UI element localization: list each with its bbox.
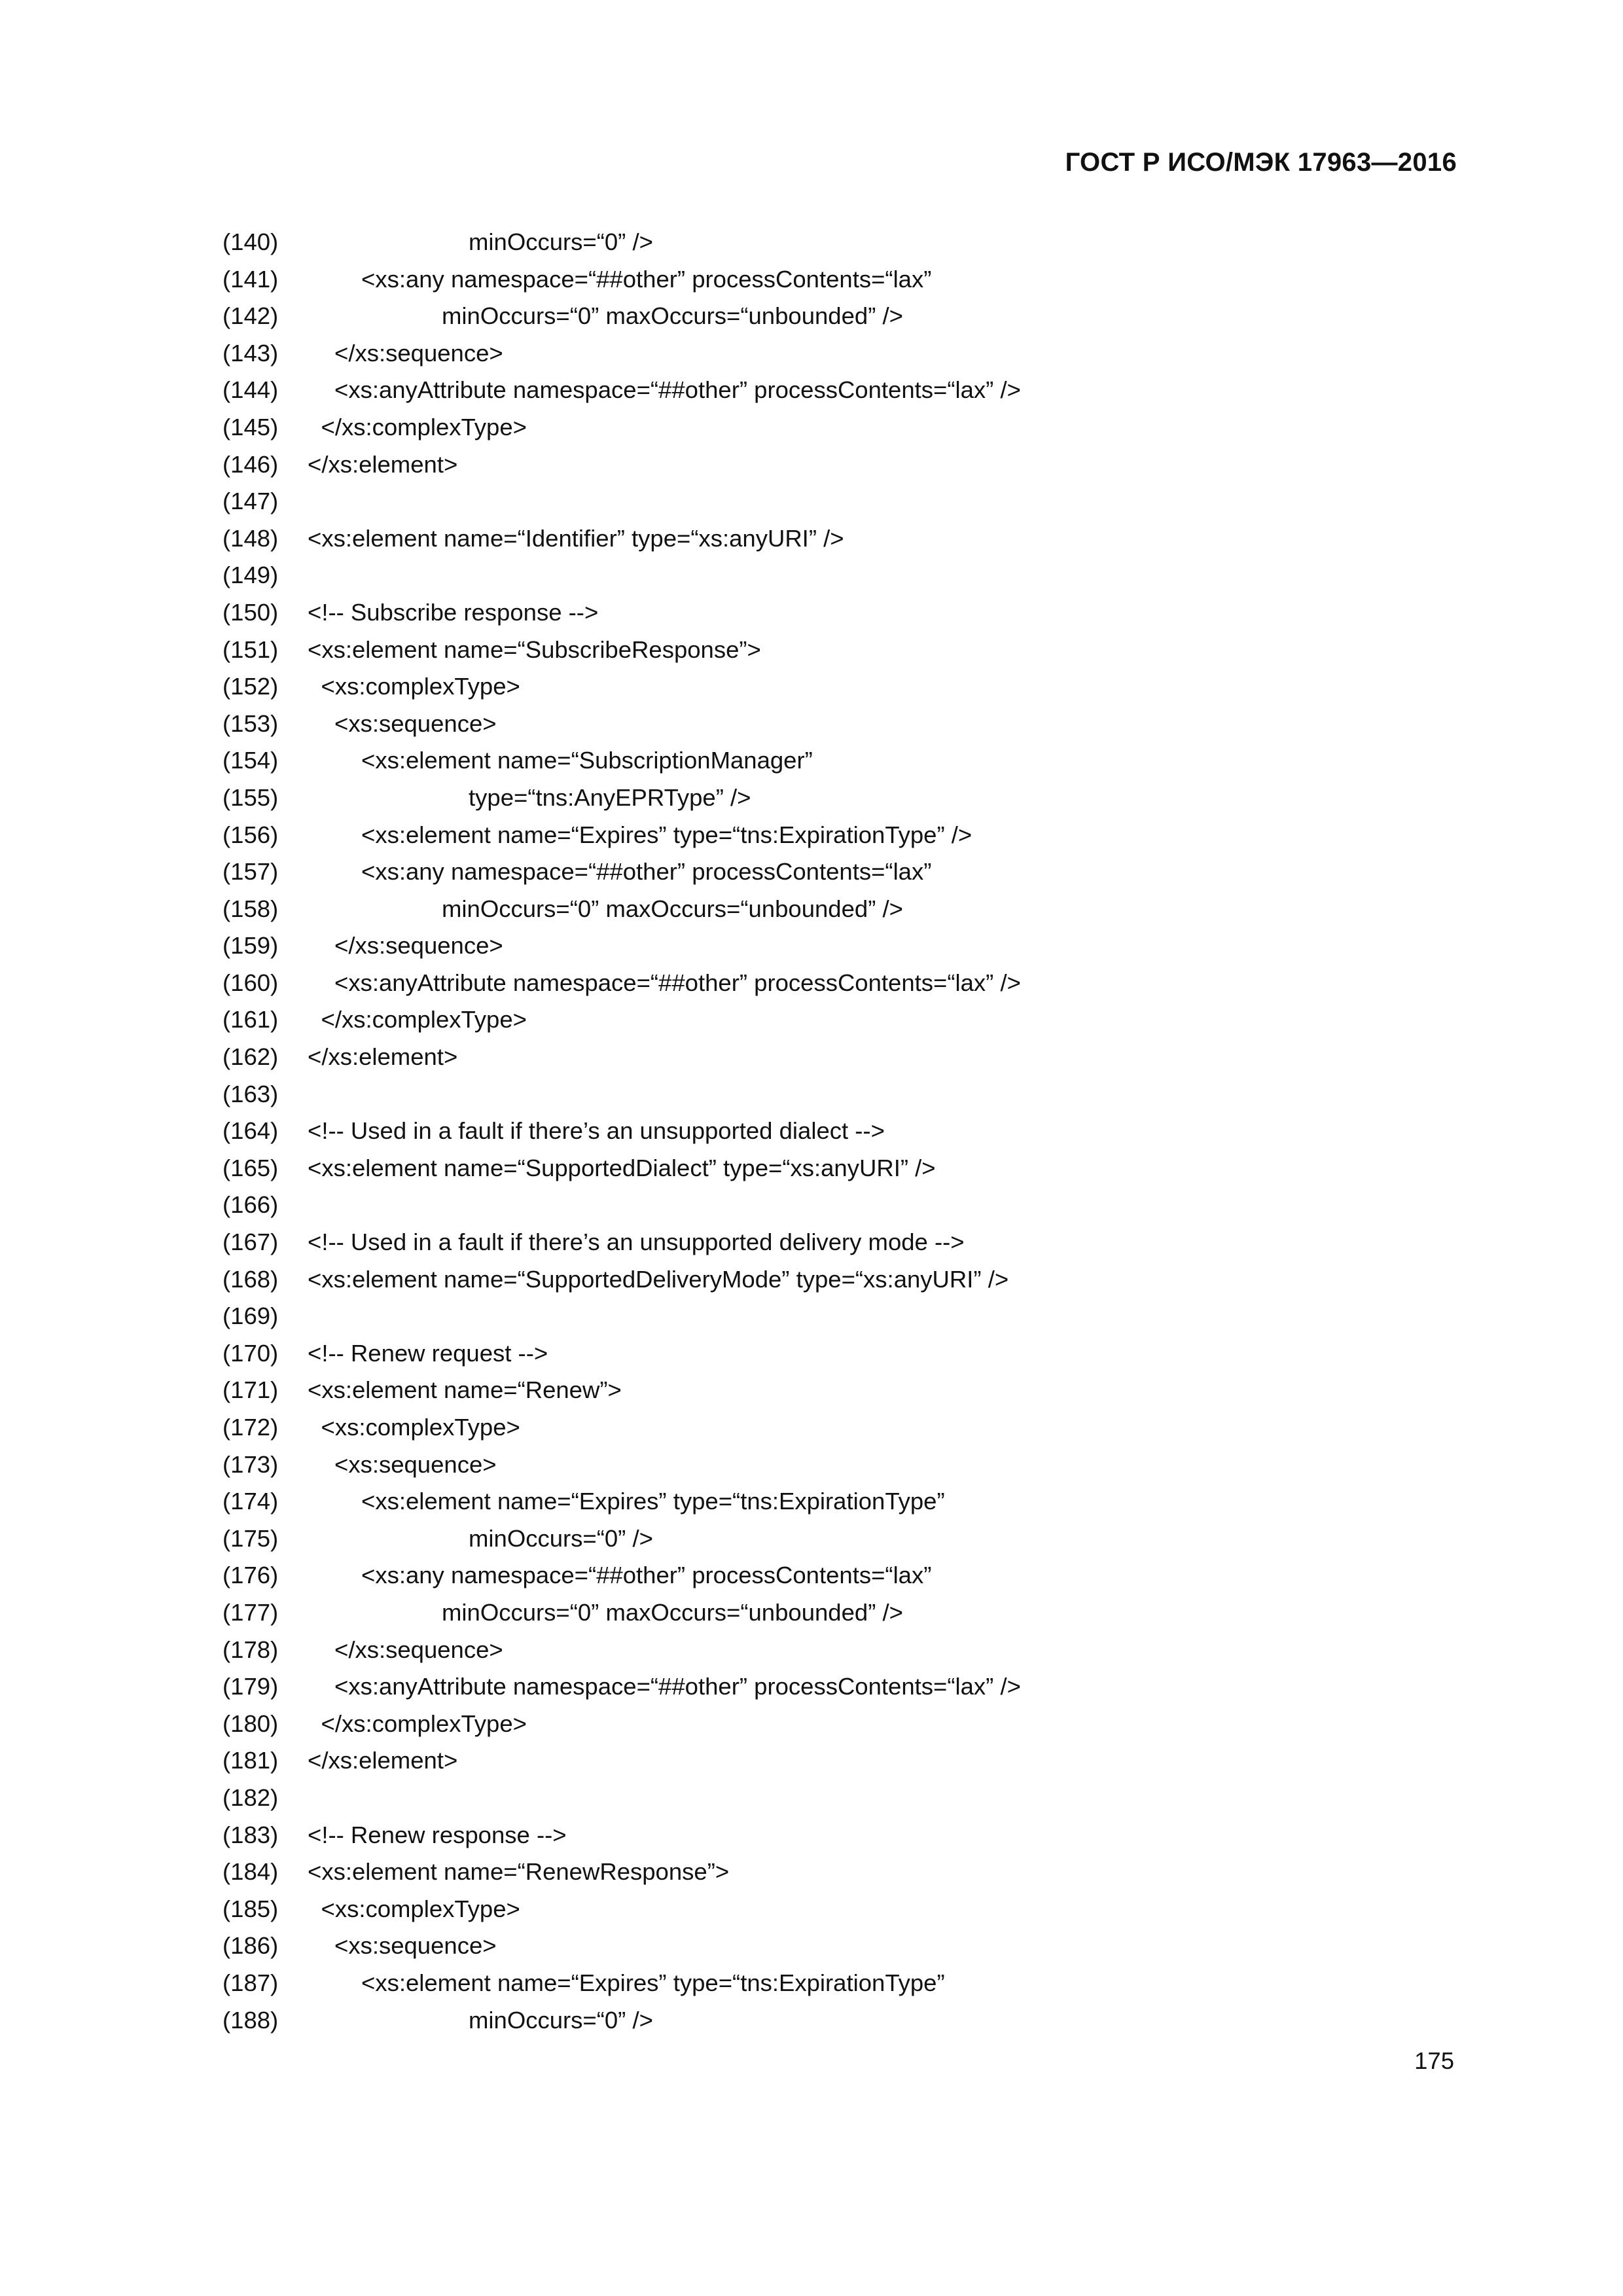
code-line xyxy=(223,1817,1466,1854)
code-text: minOccurs=“0” /> xyxy=(469,2006,653,2034)
code-line xyxy=(223,2002,1466,2039)
line-number: (168) xyxy=(223,1265,279,1293)
line-number: (146) xyxy=(223,450,279,478)
code-text: <xs:anyAttribute namespace=“##other” processContents=“lax” /> xyxy=(334,1673,1021,1700)
code-text: <xs:element name=“SubscriptionManager” xyxy=(361,747,813,774)
code-line xyxy=(223,1706,1466,1743)
code-text: <xs:any namespace=“##other” processContents=“lax” xyxy=(361,1562,932,1589)
line-number: (156) xyxy=(223,821,279,848)
code-text: <xs:any namespace=“##other” processContents=“lax” xyxy=(361,265,932,293)
code-line xyxy=(223,1187,1466,1224)
code-line xyxy=(223,261,1466,298)
code-text: <xs:element name=“SubscribeResponse”> xyxy=(308,636,761,663)
line-number: (147) xyxy=(223,488,279,515)
line-number: (141) xyxy=(223,265,279,293)
line-number: (169) xyxy=(223,1302,279,1330)
code-line xyxy=(223,1076,1466,1113)
document-header: ГОСТ Р ИСО/МЭК 17963—2016 xyxy=(1065,148,1457,177)
line-number: (173) xyxy=(223,1450,279,1478)
code-line xyxy=(223,1446,1466,1484)
code-line xyxy=(223,520,1466,558)
page-number: 175 xyxy=(1414,2047,1454,2074)
code-text: minOccurs=“0” maxOccurs=“unbounded” /> xyxy=(442,302,903,330)
code-text: minOccurs=“0” /> xyxy=(469,1524,653,1552)
code-line xyxy=(223,1372,1466,1409)
code-text: <xs:sequence> xyxy=(334,709,497,737)
code-line xyxy=(223,1335,1466,1372)
code-line xyxy=(223,965,1466,1002)
code-line xyxy=(223,891,1466,928)
code-text: <!-- Subscribe response --> xyxy=(308,598,599,626)
code-text: minOccurs=“0” /> xyxy=(469,228,653,255)
line-number: (187) xyxy=(223,1969,279,1996)
code-text: type=“tns:AnyEPRType” /> xyxy=(469,783,751,811)
code-line xyxy=(223,1520,1466,1558)
line-number: (177) xyxy=(223,1598,279,1626)
line-number: (151) xyxy=(223,636,279,663)
line-number: (148) xyxy=(223,524,279,552)
code-line xyxy=(223,706,1466,743)
line-number: (181) xyxy=(223,1747,279,1774)
line-number: (144) xyxy=(223,376,279,404)
line-number: (142) xyxy=(223,302,279,330)
code-text: </xs:sequence> xyxy=(334,932,503,960)
code-text: <xs:sequence> xyxy=(334,1450,497,1478)
line-number: (158) xyxy=(223,895,279,922)
line-number: (172) xyxy=(223,1414,279,1441)
code-text: </xs:element> xyxy=(308,1043,458,1071)
code-line xyxy=(223,1298,1466,1335)
code-text: </xs:sequence> xyxy=(334,339,503,367)
line-number: (180) xyxy=(223,1710,279,1737)
code-text: <xs:any namespace=“##other” processContents=“lax” xyxy=(361,858,932,886)
line-number: (150) xyxy=(223,598,279,626)
code-line xyxy=(223,780,1466,817)
code-line xyxy=(223,1780,1466,1817)
line-number: (164) xyxy=(223,1117,279,1145)
code-text: </xs:complexType> xyxy=(321,413,527,440)
line-number: (170) xyxy=(223,1339,279,1367)
line-number: (140) xyxy=(223,228,279,255)
code-line xyxy=(223,1928,1466,1965)
code-line xyxy=(223,483,1466,520)
code-line xyxy=(223,1594,1466,1632)
line-number: (159) xyxy=(223,932,279,960)
code-text: <xs:anyAttribute namespace=“##other” processContents=“lax” /> xyxy=(334,969,1021,996)
line-number: (183) xyxy=(223,1821,279,1848)
code-text: <xs:element name=“Expires” type=“tns:ExpirationType” /> xyxy=(361,821,972,848)
line-number: (153) xyxy=(223,709,279,737)
line-number: (188) xyxy=(223,2006,279,2034)
code-text: <xs:sequence> xyxy=(334,1932,497,1960)
code-line xyxy=(223,557,1466,594)
code-text: <xs:element name=“Expires” type=“tns:ExpirationType” xyxy=(361,1488,945,1515)
code-text: minOccurs=“0” maxOccurs=“unbounded” /> xyxy=(442,895,903,922)
code-listing xyxy=(223,224,1466,2039)
line-number: (161) xyxy=(223,1006,279,1033)
code-line xyxy=(223,1557,1466,1594)
code-line xyxy=(223,1965,1466,2002)
code-line xyxy=(223,853,1466,891)
code-line xyxy=(223,1854,1466,1891)
line-number: (162) xyxy=(223,1043,279,1071)
line-number: (160) xyxy=(223,969,279,996)
code-line xyxy=(223,632,1466,669)
line-number: (186) xyxy=(223,1932,279,1960)
code-text: </xs:complexType> xyxy=(321,1710,527,1737)
code-line xyxy=(223,817,1466,854)
line-number: (167) xyxy=(223,1229,279,1256)
line-number: (163) xyxy=(223,1080,279,1107)
line-number: (152) xyxy=(223,673,279,700)
code-text: <xs:anyAttribute namespace=“##other” processContents=“lax” /> xyxy=(334,376,1021,404)
line-number: (171) xyxy=(223,1376,279,1404)
code-line xyxy=(223,372,1466,409)
code-line xyxy=(223,1409,1466,1446)
code-line xyxy=(223,1632,1466,1669)
code-line xyxy=(223,298,1466,335)
line-number: (176) xyxy=(223,1562,279,1589)
code-line xyxy=(223,1113,1466,1150)
code-text: <xs:complexType> xyxy=(321,1414,520,1441)
code-text: <!-- Used in a fault if there’s an unsupported delivery mode --> xyxy=(308,1229,965,1256)
code-text: <xs:element name=“Renew”> xyxy=(308,1376,622,1404)
code-line xyxy=(223,224,1466,261)
code-line xyxy=(223,409,1466,446)
line-number: (155) xyxy=(223,783,279,811)
code-line xyxy=(223,1742,1466,1780)
code-line xyxy=(223,1001,1466,1039)
code-line xyxy=(223,668,1466,706)
code-text: <!-- Renew request --> xyxy=(308,1339,548,1367)
code-line xyxy=(223,1668,1466,1706)
code-text: </xs:complexType> xyxy=(321,1006,527,1033)
line-number: (179) xyxy=(223,1673,279,1700)
code-text: <xs:complexType> xyxy=(321,673,520,700)
code-line xyxy=(223,594,1466,632)
code-text: </xs:element> xyxy=(308,1747,458,1774)
code-text: minOccurs=“0” maxOccurs=“unbounded” /> xyxy=(442,1598,903,1626)
code-line xyxy=(223,1150,1466,1187)
code-text: </xs:sequence> xyxy=(334,1636,503,1663)
code-text: <xs:element name=“RenewResponse”> xyxy=(308,1858,730,1886)
line-number: (154) xyxy=(223,747,279,774)
line-number: (143) xyxy=(223,339,279,367)
line-number: (175) xyxy=(223,1524,279,1552)
code-line xyxy=(223,1224,1466,1261)
code-line xyxy=(223,446,1466,484)
line-number: (157) xyxy=(223,858,279,886)
code-text: <xs:complexType> xyxy=(321,1895,520,1922)
line-number: (182) xyxy=(223,1784,279,1811)
code-text: <xs:element name=“Identifier” type=“xs:anyURI” /> xyxy=(308,524,844,552)
line-number: (166) xyxy=(223,1191,279,1219)
line-number: (165) xyxy=(223,1154,279,1181)
code-line xyxy=(223,1261,1466,1299)
line-number: (178) xyxy=(223,1636,279,1663)
code-text: <xs:element name=“Expires” type=“tns:ExpirationType” xyxy=(361,1969,945,1996)
code-line xyxy=(223,335,1466,372)
code-line xyxy=(223,1039,1466,1076)
code-text: <xs:element name=“SupportedDeliveryMode” type=“xs:anyURI” /> xyxy=(308,1265,1009,1293)
line-number: (174) xyxy=(223,1488,279,1515)
code-text: <!-- Used in a fault if there’s an unsupported dialect --> xyxy=(308,1117,885,1145)
line-number: (185) xyxy=(223,1895,279,1922)
code-text: <!-- Renew response --> xyxy=(308,1821,567,1848)
code-line xyxy=(223,1483,1466,1520)
line-number: (184) xyxy=(223,1858,279,1886)
code-line xyxy=(223,1891,1466,1928)
code-text: <xs:element name=“SupportedDialect” type=“xs:anyURI” /> xyxy=(308,1154,936,1181)
line-number: (145) xyxy=(223,413,279,440)
line-number: (149) xyxy=(223,562,279,589)
code-text: </xs:element> xyxy=(308,450,458,478)
code-line xyxy=(223,927,1466,965)
code-line xyxy=(223,742,1466,780)
